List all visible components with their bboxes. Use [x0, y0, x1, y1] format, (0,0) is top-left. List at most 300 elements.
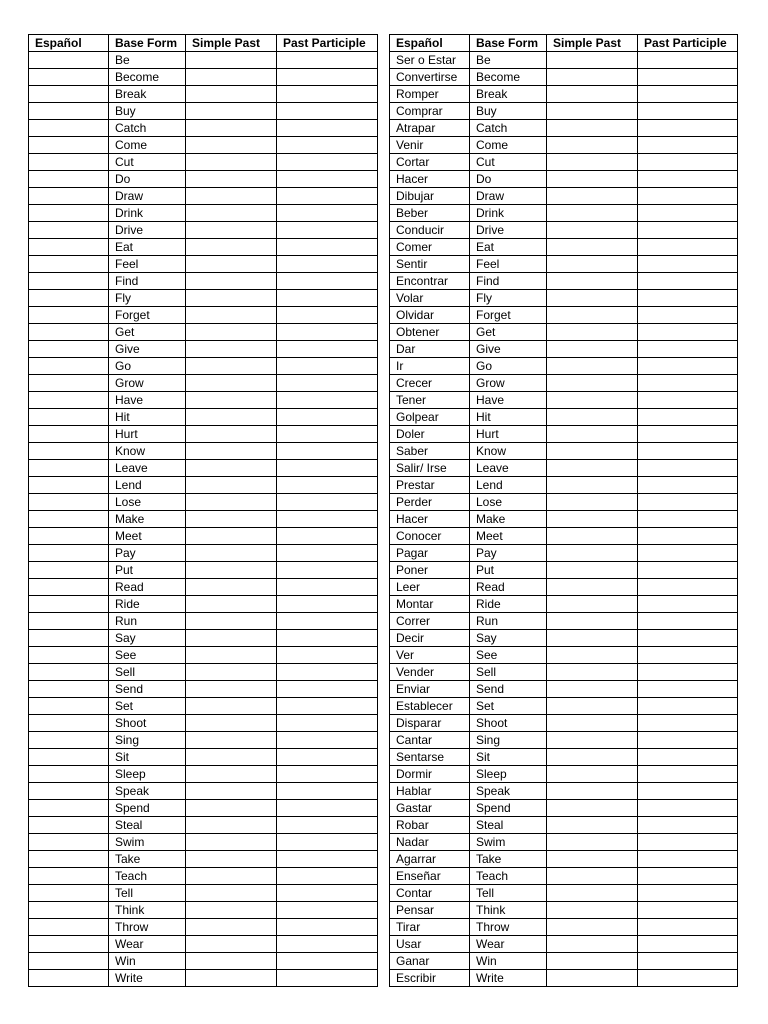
- cell-espanol: Sentir: [390, 256, 470, 273]
- cell-base-form: Lend: [470, 477, 547, 494]
- cell-espanol: [29, 732, 109, 749]
- table-row: [390, 341, 738, 358]
- cell-espanol: Pagar: [390, 545, 470, 562]
- cell-simple-past: [186, 562, 277, 579]
- cell-past-participle: [277, 936, 378, 953]
- cell-past-participle: [638, 664, 738, 681]
- table-row: [29, 647, 378, 664]
- table-row: [29, 409, 378, 426]
- table-row: [29, 698, 378, 715]
- cell-base-form: Cut: [109, 154, 186, 171]
- cell-espanol: Volar: [390, 290, 470, 307]
- cell-simple-past: [547, 749, 638, 766]
- cell-past-participle: [638, 120, 738, 137]
- cell-base-form: Ride: [470, 596, 547, 613]
- cell-past-participle: [638, 137, 738, 154]
- cell-simple-past: [186, 936, 277, 953]
- cell-past-participle: [277, 749, 378, 766]
- table-row: [390, 851, 738, 868]
- header-row: [390, 35, 738, 52]
- cell-espanol: [29, 936, 109, 953]
- cell-base-form: Catch: [109, 120, 186, 137]
- cell-espanol: Prestar: [390, 477, 470, 494]
- cell-past-participle: [638, 256, 738, 273]
- cell-past-participle: [638, 375, 738, 392]
- cell-past-participle: [277, 647, 378, 664]
- cell-base-form: Lend: [109, 477, 186, 494]
- table-row: [390, 273, 738, 290]
- cell-simple-past: [186, 154, 277, 171]
- cell-past-participle: [277, 154, 378, 171]
- cell-simple-past: [547, 698, 638, 715]
- table-row: [29, 528, 378, 545]
- cell-espanol: [29, 69, 109, 86]
- cell-simple-past: [547, 188, 638, 205]
- cell-past-participle: [277, 375, 378, 392]
- cell-espanol: Contar: [390, 885, 470, 902]
- table-row: [390, 596, 738, 613]
- cell-base-form: Sing: [109, 732, 186, 749]
- table-row: [29, 766, 378, 783]
- cell-espanol: [29, 222, 109, 239]
- cell-espanol: Dibujar: [390, 188, 470, 205]
- cell-base-form: See: [109, 647, 186, 664]
- cell-espanol: [29, 239, 109, 256]
- cell-simple-past: [186, 443, 277, 460]
- cell-past-participle: [277, 86, 378, 103]
- cell-espanol: [29, 494, 109, 511]
- cell-base-form: Lose: [109, 494, 186, 511]
- cell-base-form: Eat: [470, 239, 547, 256]
- cell-espanol: [29, 256, 109, 273]
- cell-past-participle: [277, 222, 378, 239]
- cell-simple-past: [547, 715, 638, 732]
- cell-base-form: Shoot: [109, 715, 186, 732]
- cell-simple-past: [186, 545, 277, 562]
- cell-simple-past: [186, 409, 277, 426]
- cell-base-form: Read: [470, 579, 547, 596]
- cell-espanol: [29, 868, 109, 885]
- table-row: [390, 919, 738, 936]
- cell-espanol: [29, 307, 109, 324]
- cell-past-participle: [638, 307, 738, 324]
- cell-base-form: Drive: [470, 222, 547, 239]
- table-row: [390, 902, 738, 919]
- table-row: [390, 715, 738, 732]
- cell-simple-past: [547, 800, 638, 817]
- cell-espanol: Correr: [390, 613, 470, 630]
- cell-base-form: Grow: [470, 375, 547, 392]
- cell-past-participle: [638, 834, 738, 851]
- cell-espanol: [29, 188, 109, 205]
- table-row: [390, 392, 738, 409]
- table-row: [390, 103, 738, 120]
- table-row: [390, 545, 738, 562]
- table-row: [390, 324, 738, 341]
- cell-espanol: [29, 664, 109, 681]
- cell-simple-past: [547, 137, 638, 154]
- cell-espanol: Decir: [390, 630, 470, 647]
- table-row: [29, 851, 378, 868]
- cell-espanol: [29, 52, 109, 69]
- cell-base-form: Tell: [470, 885, 547, 902]
- table-row: [390, 290, 738, 307]
- cell-simple-past: [186, 324, 277, 341]
- cell-base-form: Pay: [109, 545, 186, 562]
- cell-base-form: Swim: [109, 834, 186, 851]
- table-row: [29, 936, 378, 953]
- cell-base-form: Come: [109, 137, 186, 154]
- cell-simple-past: [547, 817, 638, 834]
- cell-espanol: [29, 392, 109, 409]
- cell-simple-past: [547, 851, 638, 868]
- cell-simple-past: [547, 273, 638, 290]
- cell-past-participle: [638, 52, 738, 69]
- cell-espanol: Enviar: [390, 681, 470, 698]
- cell-past-participle: [638, 851, 738, 868]
- cell-simple-past: [186, 613, 277, 630]
- cell-base-form: Win: [109, 953, 186, 970]
- cell-past-participle: [638, 324, 738, 341]
- table-row: [29, 52, 378, 69]
- cell-espanol: Ver: [390, 647, 470, 664]
- cell-espanol: Gastar: [390, 800, 470, 817]
- cell-base-form: Speak: [470, 783, 547, 800]
- cell-espanol: [29, 324, 109, 341]
- cell-past-participle: [277, 392, 378, 409]
- table-row: [29, 545, 378, 562]
- table-row: [29, 222, 378, 239]
- header-base-form: Base Form: [470, 35, 547, 52]
- cell-simple-past: [186, 902, 277, 919]
- table-row: [29, 885, 378, 902]
- cell-espanol: Disparar: [390, 715, 470, 732]
- cell-espanol: Poner: [390, 562, 470, 579]
- cell-espanol: [29, 715, 109, 732]
- cell-past-participle: [277, 324, 378, 341]
- cell-espanol: [29, 171, 109, 188]
- table-row: [390, 154, 738, 171]
- cell-simple-past: [186, 52, 277, 69]
- cell-simple-past: [547, 494, 638, 511]
- cell-espanol: [29, 511, 109, 528]
- cell-espanol: Golpear: [390, 409, 470, 426]
- cell-simple-past: [186, 375, 277, 392]
- cell-base-form: Read: [109, 579, 186, 596]
- cell-base-form: Spend: [109, 800, 186, 817]
- table-row: [390, 477, 738, 494]
- cell-base-form: Buy: [470, 103, 547, 120]
- cell-past-participle: [638, 715, 738, 732]
- cell-base-form: Draw: [109, 188, 186, 205]
- cell-past-participle: [277, 732, 378, 749]
- cell-past-participle: [277, 800, 378, 817]
- table-row: [29, 460, 378, 477]
- cell-espanol: [29, 477, 109, 494]
- header-espanol: Español: [390, 35, 470, 52]
- cell-simple-past: [547, 171, 638, 188]
- cell-simple-past: [186, 426, 277, 443]
- cell-espanol: [29, 851, 109, 868]
- cell-past-participle: [277, 358, 378, 375]
- cell-simple-past: [186, 273, 277, 290]
- verb-table-right: [389, 34, 738, 987]
- cell-base-form: Say: [109, 630, 186, 647]
- cell-simple-past: [547, 545, 638, 562]
- cell-espanol: Olvidar: [390, 307, 470, 324]
- cell-simple-past: [547, 375, 638, 392]
- cell-simple-past: [186, 86, 277, 103]
- cell-base-form: Wear: [109, 936, 186, 953]
- cell-simple-past: [547, 477, 638, 494]
- cell-base-form: Hurt: [109, 426, 186, 443]
- table-row: [29, 511, 378, 528]
- cell-base-form: Drink: [109, 205, 186, 222]
- cell-past-participle: [277, 885, 378, 902]
- cell-espanol: Ganar: [390, 953, 470, 970]
- cell-past-participle: [638, 426, 738, 443]
- table-row: [29, 749, 378, 766]
- cell-base-form: Become: [109, 69, 186, 86]
- cell-past-participle: [277, 273, 378, 290]
- cell-simple-past: [547, 511, 638, 528]
- cell-past-participle: [277, 256, 378, 273]
- cell-base-form: Steal: [109, 817, 186, 834]
- cell-espanol: Saber: [390, 443, 470, 460]
- cell-past-participle: [638, 953, 738, 970]
- cell-simple-past: [547, 120, 638, 137]
- cell-simple-past: [186, 494, 277, 511]
- cell-past-participle: [638, 630, 738, 647]
- cell-simple-past: [186, 783, 277, 800]
- table-row: [390, 936, 738, 953]
- cell-base-form: Know: [470, 443, 547, 460]
- cell-espanol: Beber: [390, 205, 470, 222]
- table-row: [390, 426, 738, 443]
- cell-espanol: Comprar: [390, 103, 470, 120]
- cell-espanol: [29, 630, 109, 647]
- cell-past-participle: [638, 783, 738, 800]
- cell-base-form: Tell: [109, 885, 186, 902]
- cell-espanol: Ser o Estar: [390, 52, 470, 69]
- cell-espanol: Leer: [390, 579, 470, 596]
- cell-simple-past: [186, 970, 277, 987]
- cell-base-form: Meet: [470, 528, 547, 545]
- cell-past-participle: [277, 953, 378, 970]
- cell-base-form: Think: [470, 902, 547, 919]
- cell-espanol: Establecer: [390, 698, 470, 715]
- cell-simple-past: [547, 358, 638, 375]
- cell-past-participle: [277, 970, 378, 987]
- cell-base-form: Have: [109, 392, 186, 409]
- cell-base-form: Drink: [470, 205, 547, 222]
- table-row: [390, 120, 738, 137]
- cell-espanol: Obtener: [390, 324, 470, 341]
- cell-espanol: Conocer: [390, 528, 470, 545]
- table-row: [390, 69, 738, 86]
- cell-base-form: Find: [109, 273, 186, 290]
- cell-simple-past: [547, 970, 638, 987]
- table-row: [29, 868, 378, 885]
- table-row: [390, 375, 738, 392]
- cell-past-participle: [277, 120, 378, 137]
- cell-espanol: Montar: [390, 596, 470, 613]
- table-row: [29, 171, 378, 188]
- cell-base-form: Lose: [470, 494, 547, 511]
- cell-past-participle: [277, 341, 378, 358]
- cell-simple-past: [547, 732, 638, 749]
- cell-past-participle: [277, 579, 378, 596]
- cell-base-form: Do: [109, 171, 186, 188]
- cell-espanol: Convertirse: [390, 69, 470, 86]
- cell-base-form: Come: [470, 137, 547, 154]
- cell-espanol: [29, 834, 109, 851]
- cell-simple-past: [186, 732, 277, 749]
- cell-simple-past: [186, 817, 277, 834]
- cell-base-form: Steal: [470, 817, 547, 834]
- cell-simple-past: [547, 460, 638, 477]
- cell-base-form: Leave: [109, 460, 186, 477]
- cell-past-participle: [277, 698, 378, 715]
- table-row: [29, 341, 378, 358]
- cell-espanol: [29, 205, 109, 222]
- cell-base-form: Go: [470, 358, 547, 375]
- cell-base-form: Get: [470, 324, 547, 341]
- table-row: [390, 222, 738, 239]
- cell-past-participle: [638, 579, 738, 596]
- cell-base-form: Have: [470, 392, 547, 409]
- table-row: [390, 188, 738, 205]
- table-row: [29, 783, 378, 800]
- cell-espanol: Sentarse: [390, 749, 470, 766]
- table-row: [390, 52, 738, 69]
- cell-base-form: Break: [470, 86, 547, 103]
- cell-base-form: Think: [109, 902, 186, 919]
- cell-base-form: Hurt: [470, 426, 547, 443]
- cell-base-form: Shoot: [470, 715, 547, 732]
- cell-base-form: Do: [470, 171, 547, 188]
- cell-past-participle: [638, 596, 738, 613]
- table-row: [390, 307, 738, 324]
- cell-base-form: Teach: [470, 868, 547, 885]
- cell-base-form: Feel: [470, 256, 547, 273]
- cell-base-form: Give: [109, 341, 186, 358]
- cell-past-participle: [277, 239, 378, 256]
- cell-simple-past: [186, 953, 277, 970]
- cell-past-participle: [277, 681, 378, 698]
- table-row: [390, 732, 738, 749]
- cell-base-form: Throw: [470, 919, 547, 936]
- cell-past-participle: [277, 919, 378, 936]
- header-row: [29, 35, 378, 52]
- cell-past-participle: [638, 477, 738, 494]
- table-row: [29, 681, 378, 698]
- cell-simple-past: [186, 919, 277, 936]
- cell-base-form: Write: [470, 970, 547, 987]
- cell-past-participle: [638, 358, 738, 375]
- cell-simple-past: [547, 86, 638, 103]
- cell-past-participle: [638, 409, 738, 426]
- cell-base-form: Set: [109, 698, 186, 715]
- cell-espanol: [29, 596, 109, 613]
- cell-espanol: Robar: [390, 817, 470, 834]
- table-row: [29, 562, 378, 579]
- cell-base-form: Sit: [470, 749, 547, 766]
- cell-espanol: Cantar: [390, 732, 470, 749]
- cell-simple-past: [186, 290, 277, 307]
- cell-simple-past: [186, 647, 277, 664]
- table-row: [390, 766, 738, 783]
- cell-espanol: [29, 443, 109, 460]
- table-row: [29, 613, 378, 630]
- cell-base-form: Forget: [109, 307, 186, 324]
- cell-past-participle: [277, 766, 378, 783]
- cell-base-form: See: [470, 647, 547, 664]
- cell-past-participle: [638, 817, 738, 834]
- cell-past-participle: [638, 919, 738, 936]
- header-simple-past: Simple Past: [547, 35, 638, 52]
- cell-simple-past: [547, 953, 638, 970]
- cell-espanol: [29, 103, 109, 120]
- cell-past-participle: [638, 222, 738, 239]
- cell-espanol: Enseñar: [390, 868, 470, 885]
- cell-past-participle: [277, 103, 378, 120]
- cell-espanol: Conducir: [390, 222, 470, 239]
- table-row: [390, 562, 738, 579]
- cell-base-form: Take: [109, 851, 186, 868]
- cell-past-participle: [277, 834, 378, 851]
- cell-simple-past: [547, 392, 638, 409]
- cell-past-participle: [638, 460, 738, 477]
- table-row: [390, 239, 738, 256]
- cell-espanol: Tener: [390, 392, 470, 409]
- cell-past-participle: [277, 613, 378, 630]
- cell-past-participle: [277, 783, 378, 800]
- cell-past-participle: [638, 188, 738, 205]
- cell-base-form: Speak: [109, 783, 186, 800]
- header-base-form: Base Form: [109, 35, 186, 52]
- cell-past-participle: [277, 205, 378, 222]
- table-row: [390, 528, 738, 545]
- cell-simple-past: [547, 103, 638, 120]
- table-row: [390, 885, 738, 902]
- cell-espanol: [29, 698, 109, 715]
- cell-simple-past: [186, 511, 277, 528]
- cell-espanol: [29, 613, 109, 630]
- cell-simple-past: [547, 222, 638, 239]
- table-row: [29, 817, 378, 834]
- cell-base-form: Sit: [109, 749, 186, 766]
- cell-past-participle: [638, 732, 738, 749]
- cell-simple-past: [547, 834, 638, 851]
- cell-espanol: Hacer: [390, 511, 470, 528]
- cell-espanol: Tirar: [390, 919, 470, 936]
- cell-past-participle: [277, 409, 378, 426]
- table-row: [390, 205, 738, 222]
- cell-espanol: [29, 579, 109, 596]
- table-row: [29, 834, 378, 851]
- cell-past-participle: [277, 715, 378, 732]
- cell-simple-past: [547, 443, 638, 460]
- cell-past-participle: [638, 936, 738, 953]
- table-row: [29, 307, 378, 324]
- cell-past-participle: [638, 103, 738, 120]
- cell-past-participle: [638, 970, 738, 987]
- cell-simple-past: [186, 681, 277, 698]
- cell-past-participle: [638, 171, 738, 188]
- cell-espanol: [29, 137, 109, 154]
- cell-espanol: [29, 426, 109, 443]
